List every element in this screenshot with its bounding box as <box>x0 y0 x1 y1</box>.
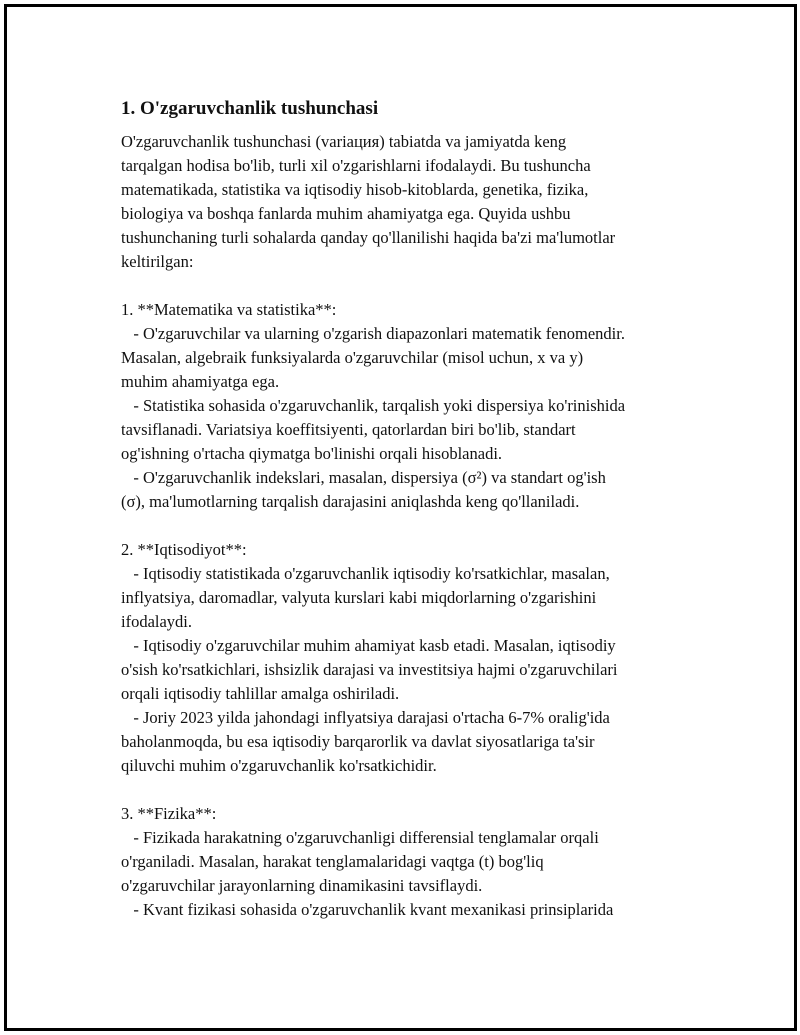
body-text: O'zgaruvchanlik tushunchasi (variaция) tabiatda va jamiyatda keng tarqalgan hodisa bo'lib, turli xil o'zgarishlarni ifodalaydi. Bu tushuncha matematikada, statistika va iqtisodiy hisob-kitoblarda, genetika, fizika, biologiya va boshqa fanlarda muhim ahamiyatga ega. Quyida ushbu tushunchaning turli sohalarda qanday qo'llanilishi haqida ba'zi ma'lumotlar keltirilgan: 1. **Matematika va statistika**: - O'zgaruvchilar va ularning o'zgarish diapazonlari matematik fenomendir. Masalan, algebraik funksiyalarda o'zgaruvchilar (misol uchun, x va y) muhim ahamiyatga ega. - Statistika sohasida o'zgaruvchanlik, tarqalish yoki dispersiya ko'rinishida tavsiflanadi. Variatsiya koeffitsiyenti, qatorlardan biri bo'lib, standart og'ishning o'rtacha qiymatga bo'linishi orqali hisoblanadi. - O'zgaruvchanlik indekslari, masalan, dispersiya (σ²) va standart og'ish (σ), ma'lumotlarning tarqalish darajasini aniqlashda keng qo'llaniladi. 2. **Iqtisodiyot**: - Iqtisodiy statistikada o'zgaruvchanlik iqtisodiy ko'rsatkichlar, masalan, inflyatsiya, daromadlar, valyuta kurslari kabi miqdorlarning o'zgarishini ifodalaydi. - Iqtisodiy o'zgaruvchilar muhim ahamiyat kasb etadi. Masalan, iqtisodiy o'sish ko'rsatkichlari, ishsizlik darajasi va investitsiya hajmi o'zgaruvchilari orqali iqtisodiy tahlillar amalga oshiriladi. - Joriy 2023 yilda jahondagi inflyatsiya darajasi o'rtacha 6-7% oralig'ida baholanmoqda, bu esa iqtisodiy barqarorlik va davlat siyosatlariga ta'sir qiluvchi muhim o'zgaruvchanlik ko'rsatkichidir. 3. **Fizika**: - Fizikada harakatning o'zgaruvchanligi differensial tenglamalar orqali o'rganiladi. Masalan, harakat tenglamalaridagi vaqtga (t) bog'liq o'zgaruvchilar jarayonlarning dinamikasini tavsiflaydi. - Kvant fizikasi sohasida o'zgaruvchanlik kvant mexanikasi prinsiplarida <box>121 132 626 919</box>
page-frame <box>4 4 797 1031</box>
section-heading: 1. O'zgaruvchanlik tushunchasi <box>121 98 379 119</box>
document-content <box>121 97 701 922</box>
